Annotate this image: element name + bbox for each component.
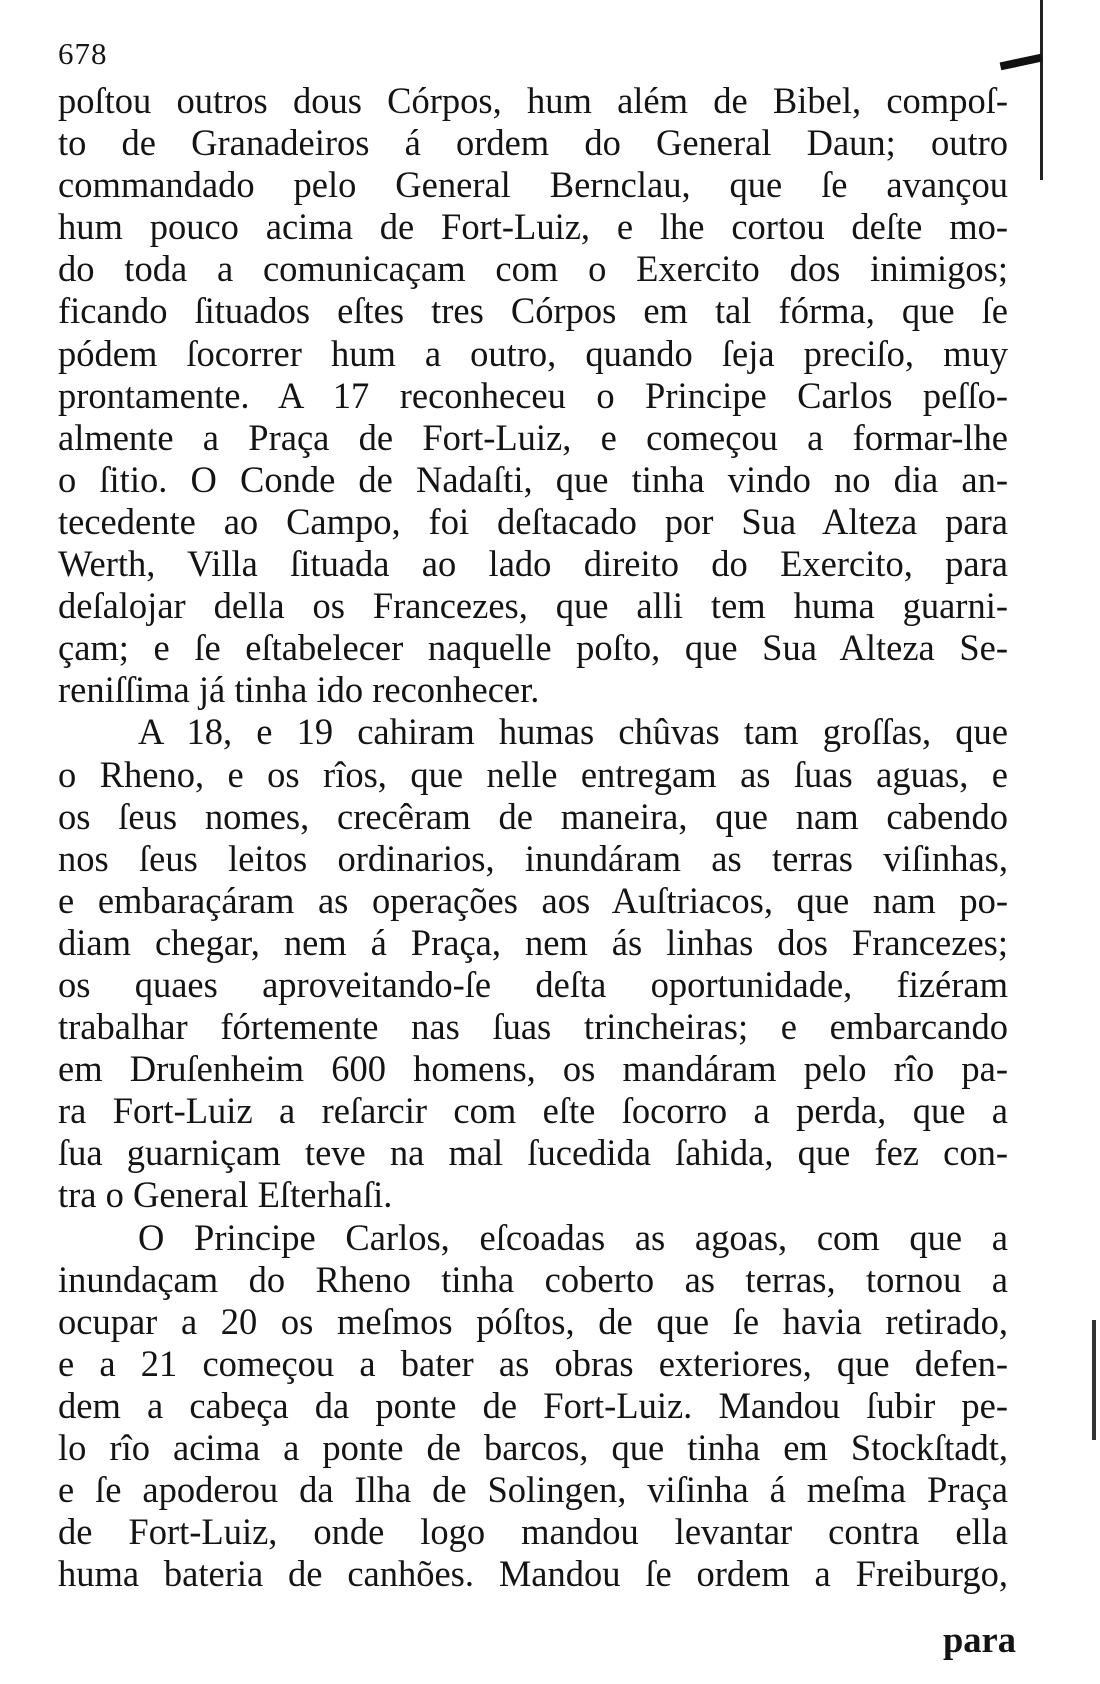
text-line: hum pouco acima de Fort-Luiz, e lhe cortou deſte mo- — [58, 206, 1008, 248]
paragraph-start-line: O Principe Carlos, eſcoadas as agoas, com que a — [138, 1216, 1008, 1258]
text-line: Werth, Villa ſituada ao lado direito do Exercito, para — [58, 543, 1008, 585]
text-line: lo rîo acima a ponte de barcos, que tinha em Stockſtadt, — [58, 1427, 1008, 1468]
page-number: 678 — [58, 36, 108, 71]
text-line: ra Fort-Luiz a reſarcir com eſte ſocorro a perda, que a — [58, 1090, 1008, 1132]
text-line: o Rheno, e os rîos, que nelle entregam as ſuas aguas, e — [58, 753, 1008, 795]
text-line: do toda a comunicaçam com o Exercito dos inimigos; — [58, 248, 1008, 290]
text-line: e embaraçáram as operações aos Auſtriacos, que nam po- — [58, 879, 1008, 921]
text-line: os quaes aproveitando-ſe deſta oportunidade, fizéram — [58, 963, 1008, 1005]
text-line: ocupar a 20 os meſmos póſtos, de que ſe havia retirado, — [58, 1300, 1008, 1342]
text-line: de Fort-Luiz, onde logo mandou levantar contra ella — [58, 1511, 1008, 1553]
text-line: to de Granadeiros á ordem do General Daun; outro — [58, 122, 1008, 164]
text-line: e ſe apoderou da Ilha de Solingen, viſinha á meſma Praça — [58, 1469, 1008, 1511]
text-line: e a 21 começou a bater as obras exteriores, que defen- — [58, 1342, 1008, 1384]
text-line: trabalhar fórtemente nas ſuas trincheiras; e embarcando — [58, 1006, 1008, 1048]
scan-edge-mark-right — [1092, 1320, 1096, 1440]
text-line: deſalojar della os Francezes, que alli tem huma guarni- — [58, 585, 1008, 627]
text-line: tecedente ao Campo, foi deſtacado por Sua Alteza para — [58, 500, 1008, 542]
text-line: almente a Praça de Fort-Luiz, e começou a formar-lhe — [58, 416, 1008, 458]
text-line: o ſitio. O Conde de Nadaſti, que tinha vindo no dia an- — [58, 458, 1008, 500]
text-line: em Druſenheim 600 homens, os mandáram pelo rîo pa- — [58, 1048, 1008, 1090]
text-line: poſtou outros dous Córpos, hum além de Bibel, compoſ- — [58, 80, 1008, 121]
paragraph-end-line: reniſſima já tinha ido reconhecer. — [58, 669, 540, 711]
text-line: diam chegar, nem á Praça, nem ás linhas dos Francezes; — [58, 921, 1008, 963]
text-line: inundaçam do Rheno tinha coberto as terras, tornou a — [58, 1258, 1008, 1300]
paragraph-start-line: A 18, e 19 cahiram humas chûvas tam groſſas, que — [138, 711, 1008, 753]
text-line: huma bateria de canhões. Mandou ſe ordem a Freiburgo, — [58, 1553, 1008, 1595]
text-line: commandado pelo General Bernclau, que ſe avançou — [58, 164, 1008, 206]
text-line: ſua guarniçam teve na mal ſucedida ſahida, que fez con- — [58, 1132, 1008, 1174]
scan-edge-mark — [1040, 0, 1055, 180]
text-line: nos ſeus leitos ordinarios, inundáram as terras viſinhas, — [58, 837, 1008, 879]
scan-ink-mark — [1000, 54, 1043, 71]
text-line: prontamente. A 17 reconheceu o Principe Carlos peſſo- — [58, 374, 1008, 416]
text-line: os ſeus nomes, crecêram de maneira, que nam cabendo — [58, 795, 1008, 837]
text-line: ficando ſituados eſtes tres Córpos em tal fórma, que ſe — [58, 290, 1008, 332]
catchword: para — [943, 1619, 1016, 1660]
body-text — [58, 80, 1008, 1595]
paragraph-end-line: tra o General Eſterhaſi. — [58, 1174, 393, 1216]
text-line: pódem ſocorrer hum a outro, quando ſeja preciſo, muy — [58, 332, 1008, 374]
text-line: dem a cabeça da ponte de Fort-Luiz. Mandou ſubir pe- — [58, 1384, 1008, 1426]
text-line: çam; e ſe eſtabelecer naquelle poſto, que Sua Alteza Se- — [58, 627, 1008, 669]
